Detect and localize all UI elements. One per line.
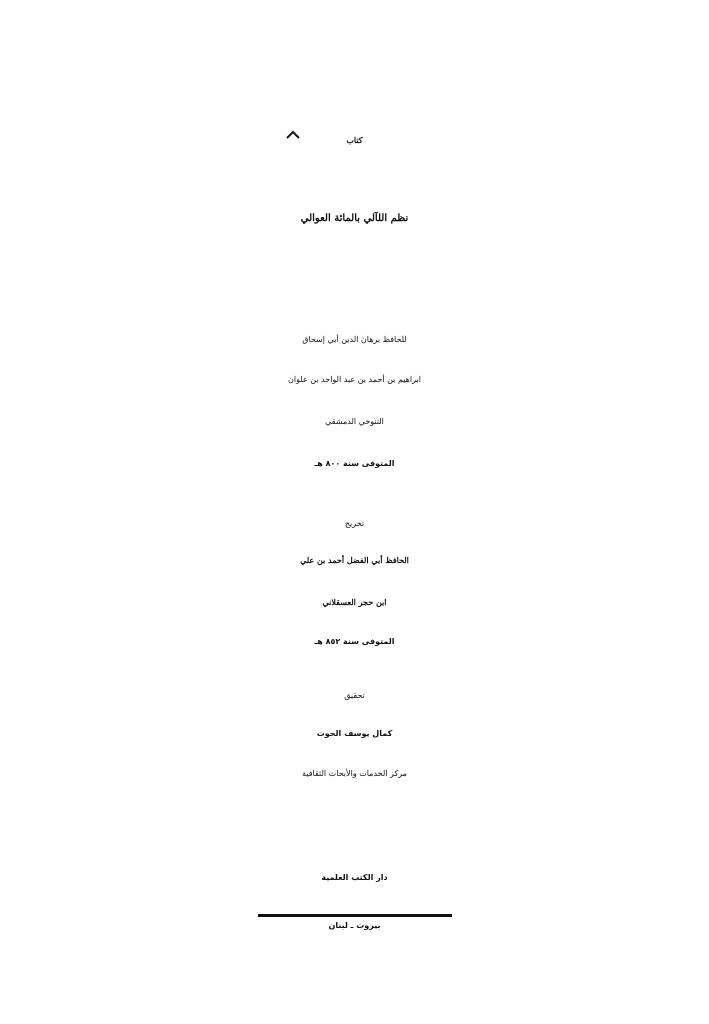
editor-name: كمال يوسف الحوت xyxy=(316,729,393,738)
author-death-date: المتوفى سنة ٨٠٠ هـ xyxy=(314,459,395,468)
publisher-name: دار الكتب العلمية xyxy=(321,873,388,882)
book-title: نظم اللآلي بالمائة العوالي xyxy=(300,213,409,224)
tahqiq-label: تحقيق xyxy=(344,691,365,700)
takhrij-label: تخريج xyxy=(344,519,365,528)
takhrij-death-date: المتوفى سنة ٨٥٢ هـ xyxy=(314,637,395,646)
publisher-city: بيروت ـ لبنان xyxy=(328,921,381,930)
kitab-label: كتاب xyxy=(346,135,363,145)
takhrij-line-2: ابن حجر العسقلاني xyxy=(322,597,387,607)
publisher-divider xyxy=(258,914,452,917)
takhrij-line-1: الحافظ أبي الفضل أحمد بن علي xyxy=(300,555,409,565)
author-line-3: التنوخي الدمشقي xyxy=(325,417,384,426)
editor-organization: مركز الخدمات والأبحاث الثقافية xyxy=(302,769,407,778)
author-line-1: للحافظ برهان الدين أبي إسحاق xyxy=(302,335,407,344)
author-line-2: ابراهيم بن أحمد بن عبد الواحد بن علوان xyxy=(288,375,421,384)
